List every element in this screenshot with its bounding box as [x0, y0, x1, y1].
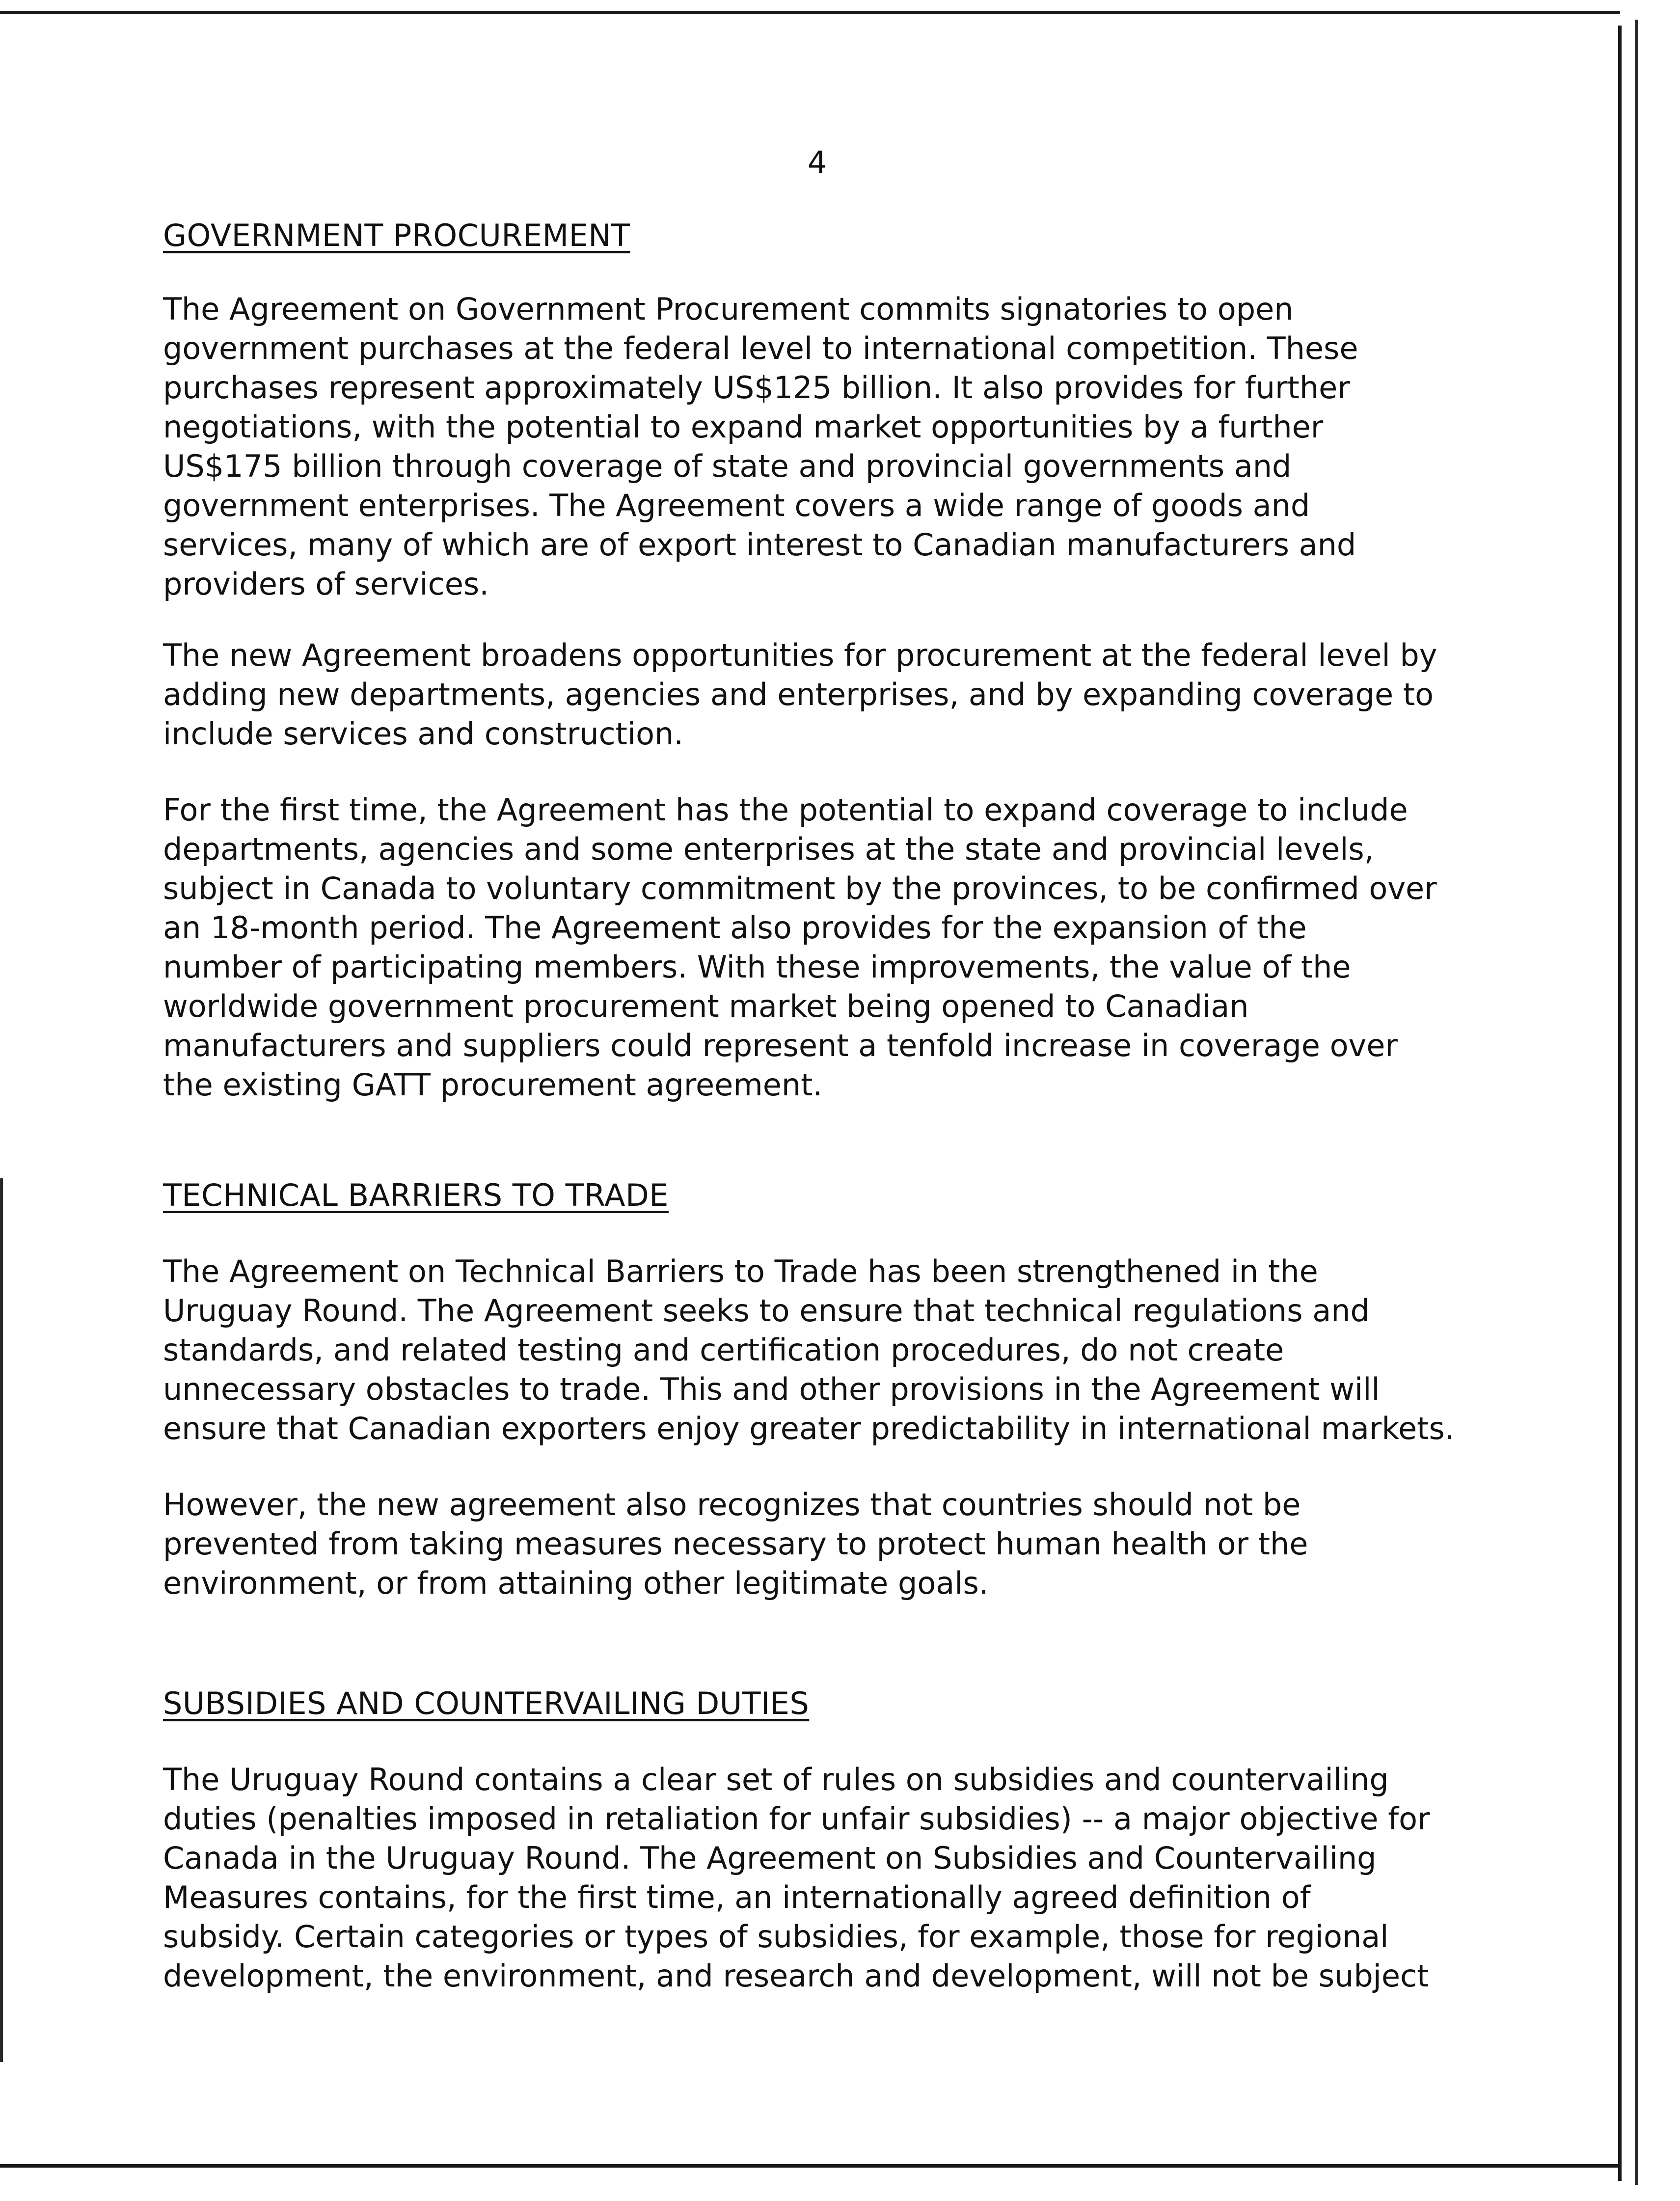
- paragraph: The Uruguay Round contains a clear set of rules on subsidies and countervailing duties (penalties imposed in retaliation for unfair subsidies) -- a major objective for Canada in the Uruguay Round. The Agreement on Subsidies and Countervailing Measures contains, for the first time, an internationally agreed definition of subsidy. Certain categories or types of subsidies, for example, those for regional development, the environment, and research and development, will not be subject: [163, 1762, 1430, 1994]
- scan-border-bottom: [0, 2164, 1620, 2168]
- scan-border-right: [1618, 26, 1622, 2181]
- paragraph: The new Agreement broadens opportunities for procurement at the federal level by adding new departments, agencies and enterprises, and by expanding coverage to include services and construction.: [163, 637, 1437, 752]
- paragraph: The Agreement on Technical Barriers to Trade has been strengthened in the Uruguay Round. The Agreement seeks to ensure that technical regulations and standards, and related testing and certification procedures, do not create unnecessary obstacles to trade. This and other provisions in the Agreement will ensure that Canadian exporters enjoy greater predictability in international markets.: [163, 1253, 1455, 1446]
- section-heading-government-procurement: GOVERNMENT PROCUREMENT: [163, 217, 630, 253]
- page-number: 4: [808, 144, 827, 180]
- paragraph: For the first time, the Agreement has the potential to expand coverage to include departments, agencies and some enterprises at the state and provincial levels, subject in Canada to voluntary commitment by the provinces, to be confirmed over an 18-month period. The Agreement also provides for the expansion of the number of participating members. With these improvements, the value of the worldwide government procurement market being opened to Canadian manufacturers and suppliers could represent a tenfold increase in coverage over the existing GATT procurement agreement.: [163, 792, 1437, 1103]
- scan-border-right-outer: [1635, 20, 1638, 2185]
- scan-border-top: [0, 11, 1620, 14]
- paragraph: However, the new agreement also recognizes that countries should not be prevented from taking measures necessary to protect human health or the environment, or from attaining other legitimate goals.: [163, 1487, 1308, 1601]
- scan-border-left: [0, 1178, 3, 2062]
- section-heading-subsidies: SUBSIDIES AND COUNTERVAILING DUTIES: [163, 1685, 810, 1721]
- paragraph: The Agreement on Government Procurement commits signatories to open government purchases at the federal level to international competition. These purchases represent approximately US$125 billion. It also provides for further negotiations, with the potential to expand market opportunities by a further US$175 billion through coverage of state and provincial governments and government enterprises. The Agreement covers a wide range of goods and services, many of which are of export interest to Canadian manufacturers and providers of services.: [163, 291, 1358, 602]
- section-heading-technical-barriers: TECHNICAL BARRIERS TO TRADE: [163, 1177, 669, 1213]
